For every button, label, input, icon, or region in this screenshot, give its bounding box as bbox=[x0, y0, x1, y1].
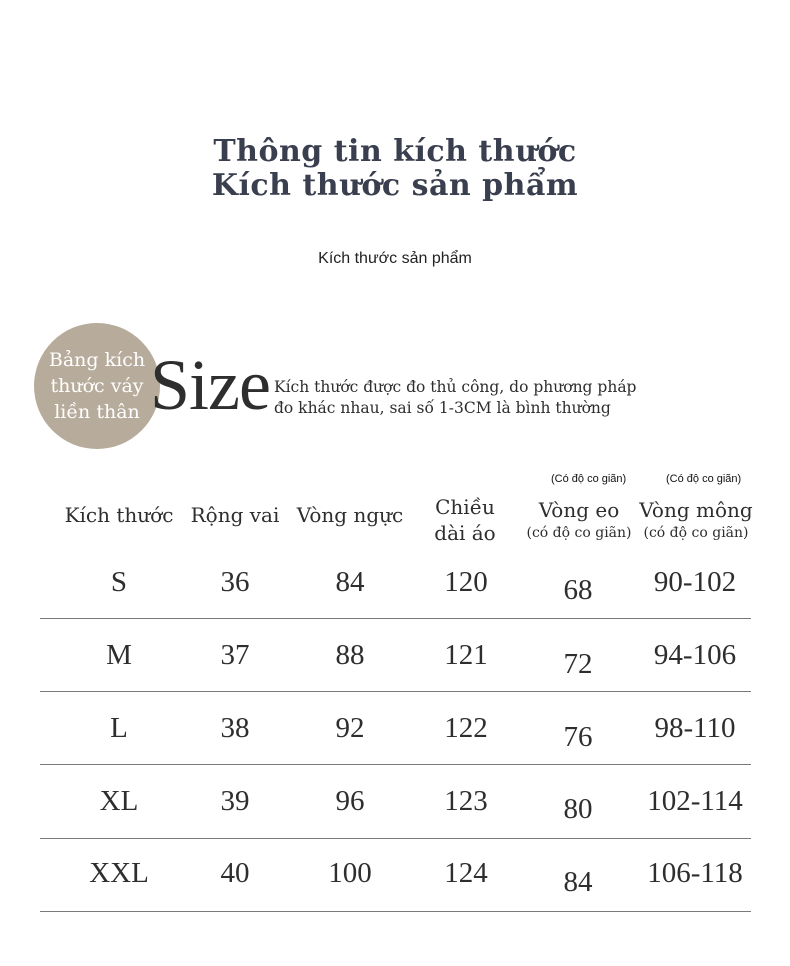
cell-hip: 98-110 bbox=[654, 712, 736, 744]
cell-length: 122 bbox=[444, 712, 488, 744]
measurement-note bbox=[274, 377, 674, 419]
header-length-line-1: Chiều bbox=[435, 495, 495, 519]
cell-size: XL bbox=[99, 785, 139, 817]
stretch-note-waist: (Có độ co giãn) bbox=[551, 473, 627, 485]
cell-hip: 90-102 bbox=[653, 566, 737, 598]
badge-line-1: Bảng kích bbox=[48, 349, 146, 371]
page-title-secondary: Kích thước sản phẩm bbox=[211, 168, 579, 203]
cell-waist: 76 bbox=[563, 721, 593, 753]
cell-shoulder: 40 bbox=[220, 857, 250, 889]
header-shoulder: Rộng vai bbox=[190, 503, 280, 527]
cell-bust: 92 bbox=[335, 712, 365, 744]
badge-line-2: thước váy bbox=[50, 375, 144, 397]
cell-shoulder: 37 bbox=[220, 639, 250, 671]
cell-size: M bbox=[106, 639, 132, 671]
header-bust: Vòng ngực bbox=[296, 503, 404, 527]
row-divider bbox=[40, 691, 751, 692]
row-divider bbox=[40, 618, 751, 619]
cell-bust: 88 bbox=[335, 639, 365, 671]
cell-waist: 72 bbox=[563, 648, 593, 680]
cell-hip: 102-114 bbox=[647, 785, 743, 817]
header-waist bbox=[520, 497, 638, 543]
header-length-line-2: dài áo bbox=[434, 521, 496, 545]
page-subtitle: Kích thước sản phẩm bbox=[318, 250, 472, 267]
size-logo-text: Size bbox=[150, 345, 270, 425]
row-divider bbox=[40, 838, 751, 839]
cell-shoulder: 38 bbox=[220, 712, 250, 744]
row-divider bbox=[40, 911, 751, 912]
header-waist-stretch: (có độ co giãn) bbox=[526, 525, 632, 541]
note-line-1: Kích thước được đo thủ công, do phương pháp bbox=[274, 378, 637, 396]
cell-waist: 80 bbox=[563, 793, 593, 825]
header-length bbox=[415, 494, 515, 546]
page-title: Thông tin kích thước bbox=[213, 134, 577, 169]
cell-size: XXL bbox=[89, 857, 149, 889]
header-size: Kích thước bbox=[64, 503, 174, 527]
cell-size: S bbox=[110, 566, 128, 598]
cell-shoulder: 36 bbox=[220, 566, 250, 598]
cell-length: 121 bbox=[444, 639, 488, 671]
cell-bust: 100 bbox=[328, 857, 372, 889]
badge-line-3: liền thân bbox=[54, 401, 140, 423]
cell-length: 124 bbox=[444, 857, 488, 889]
size-chart-badge bbox=[34, 323, 160, 449]
cell-shoulder: 39 bbox=[220, 785, 250, 817]
cell-waist: 68 bbox=[563, 574, 593, 606]
stretch-note-hip: (Có độ co giãn) bbox=[666, 473, 742, 485]
header-hip-label: Vòng mông bbox=[639, 498, 753, 522]
cell-length: 120 bbox=[444, 566, 488, 598]
note-line-2: đo khác nhau, sai số 1-3CM là bình thường bbox=[274, 399, 611, 417]
cell-waist: 84 bbox=[563, 866, 593, 898]
row-divider bbox=[40, 764, 751, 765]
cell-length: 123 bbox=[444, 785, 488, 817]
header-waist-label: Vòng eo bbox=[538, 498, 620, 522]
cell-bust: 96 bbox=[335, 785, 365, 817]
cell-size: L bbox=[110, 712, 128, 744]
cell-hip: 94-106 bbox=[653, 639, 737, 671]
header-hip-stretch: (có độ co giãn) bbox=[643, 525, 749, 541]
cell-bust: 84 bbox=[335, 566, 365, 598]
header-hip bbox=[637, 497, 755, 543]
cell-hip: 106-118 bbox=[647, 857, 743, 889]
